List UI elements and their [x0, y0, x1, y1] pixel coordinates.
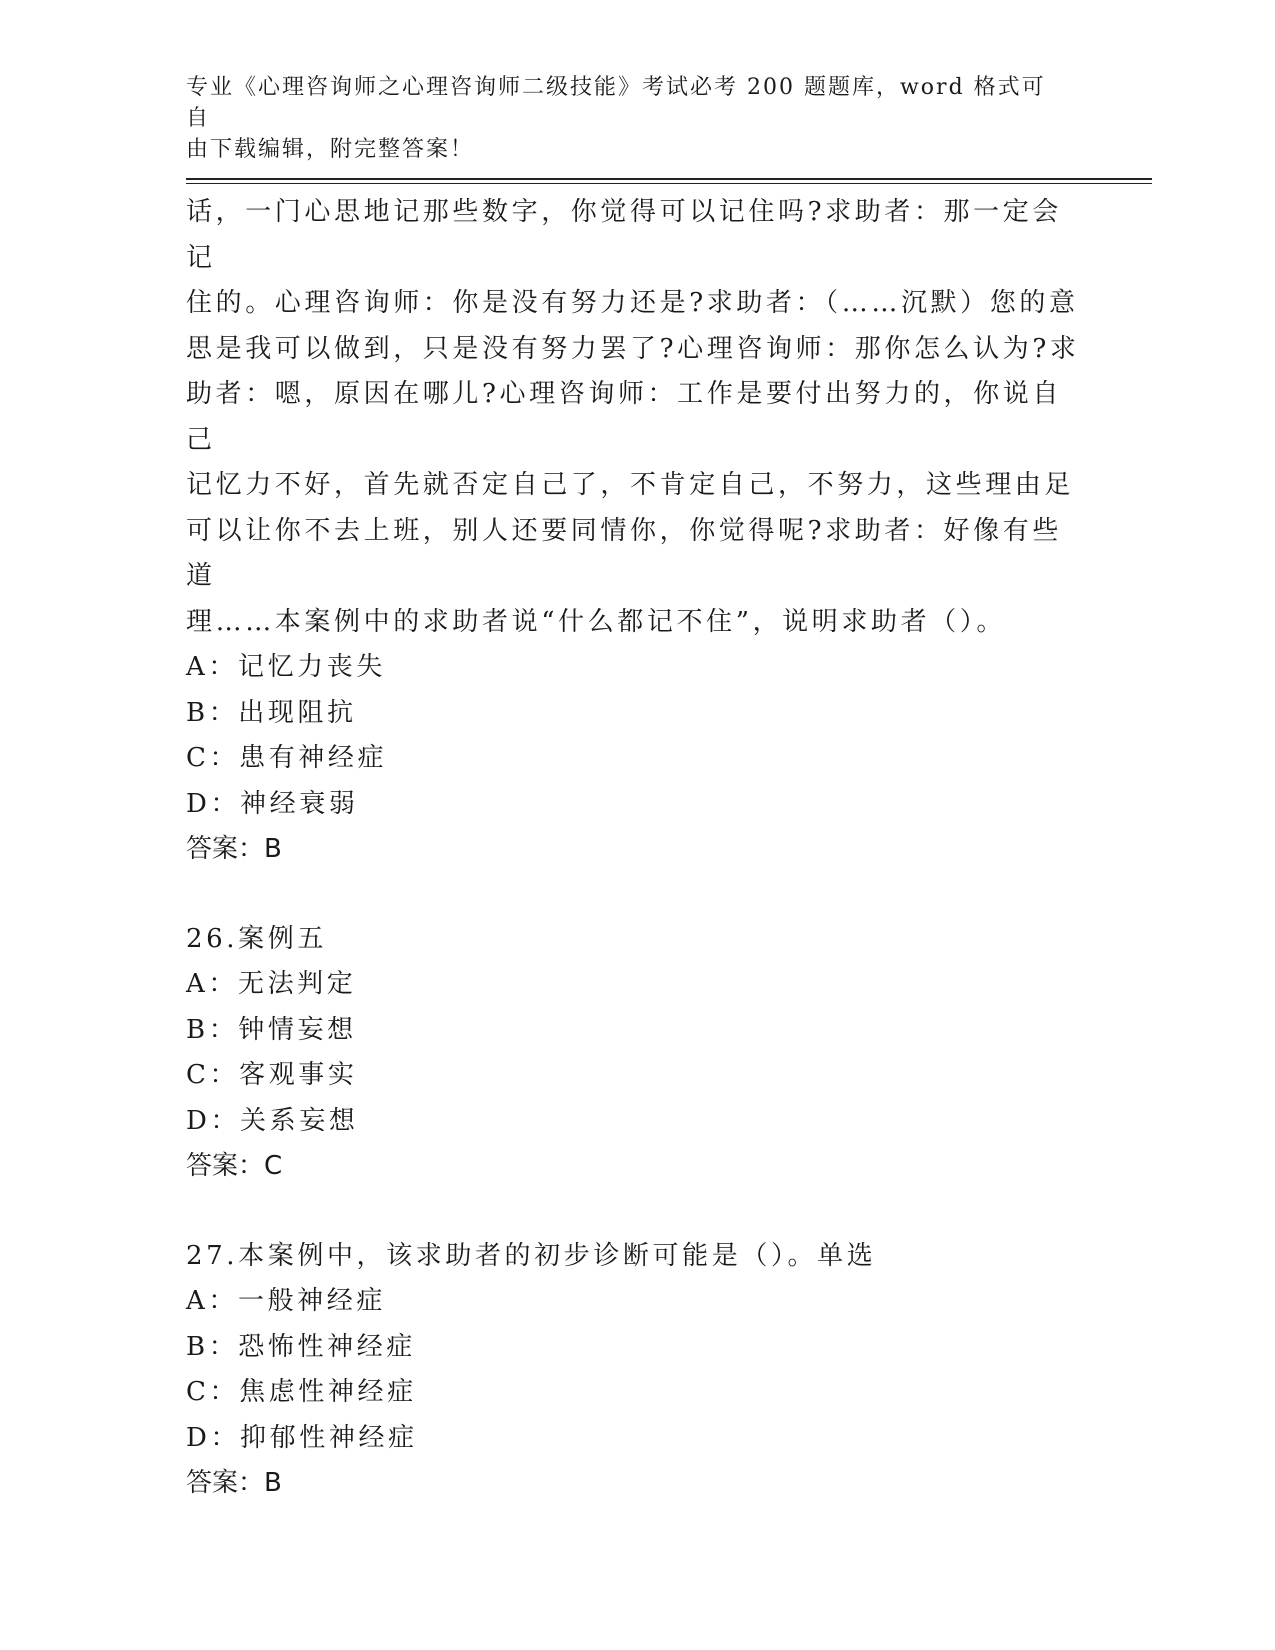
question-text-line: 可以让你不去上班，别人还要同情你，你觉得呢?求助者：好像有些道	[186, 515, 1062, 591]
question-27	[186, 1234, 1086, 1507]
option-c: C：焦虑性神经症	[186, 1377, 417, 1407]
answer-line: 答案：C	[186, 1151, 283, 1181]
answer-line: 答案：B	[186, 834, 282, 864]
question-text-line: 住的。心理咨询师：你是没有努力还是?求助者：（……沉默）您的意	[186, 288, 1079, 318]
question-text-line: 思是我可以做到，只是没有努力罢了?心理咨询师：那你怎么认为?求	[186, 333, 1080, 364]
page-header	[186, 72, 1066, 165]
question-title: 26.案例五	[186, 923, 327, 954]
header-rule-thin	[186, 183, 1152, 184]
header-rule-thick	[186, 178, 1152, 180]
option-b: B：恐怖性神经症	[186, 1331, 416, 1362]
question-26	[186, 917, 1086, 1190]
question-text-line: 话，一门心思地记那些数字，你觉得可以记住吗?求助者：那一定会记	[186, 197, 1062, 273]
header-line-1: 专业《心理咨询师之心理咨询师二级技能》考试必考 200 题题库，word 格式可自	[186, 75, 1046, 131]
spacer	[186, 1190, 1086, 1234]
question-title: 27.本案例中，该求助者的初步诊断可能是（）。单选	[186, 1240, 877, 1271]
option-a: A：一般神经症	[186, 1286, 386, 1316]
answer-line: 答案：B	[186, 1468, 282, 1498]
option-c: C：客观事实	[186, 1060, 358, 1090]
spacer	[186, 873, 1086, 917]
option-a: A：无法判定	[186, 969, 357, 999]
option-d: D：关系妄想	[186, 1105, 359, 1136]
question-text-line: 助者：嗯，原因在哪儿?心理咨询师：工作是要付出努力的，你说自己	[186, 379, 1062, 455]
question-25	[186, 190, 1086, 873]
question-text-line: 理……本案例中的求助者说“什么都记不住”，说明求助者（）。	[186, 606, 1006, 637]
header-line-2: 由下载编辑，附完整答案！	[186, 137, 475, 162]
option-d: D：神经衰弱	[186, 788, 359, 819]
option-c: C：患有神经症	[186, 743, 388, 773]
page-content	[186, 190, 1086, 1507]
option-d: D：抑郁性神经症	[186, 1422, 418, 1453]
question-text-line: 记忆力不好，首先就否定自己了，不肯定自己，不努力，这些理由足	[186, 470, 1075, 500]
option-b: B：钟情妄想	[186, 1014, 357, 1045]
option-b: B：出现阻抗	[186, 697, 357, 728]
option-a: A：记忆力丧失	[186, 652, 386, 682]
